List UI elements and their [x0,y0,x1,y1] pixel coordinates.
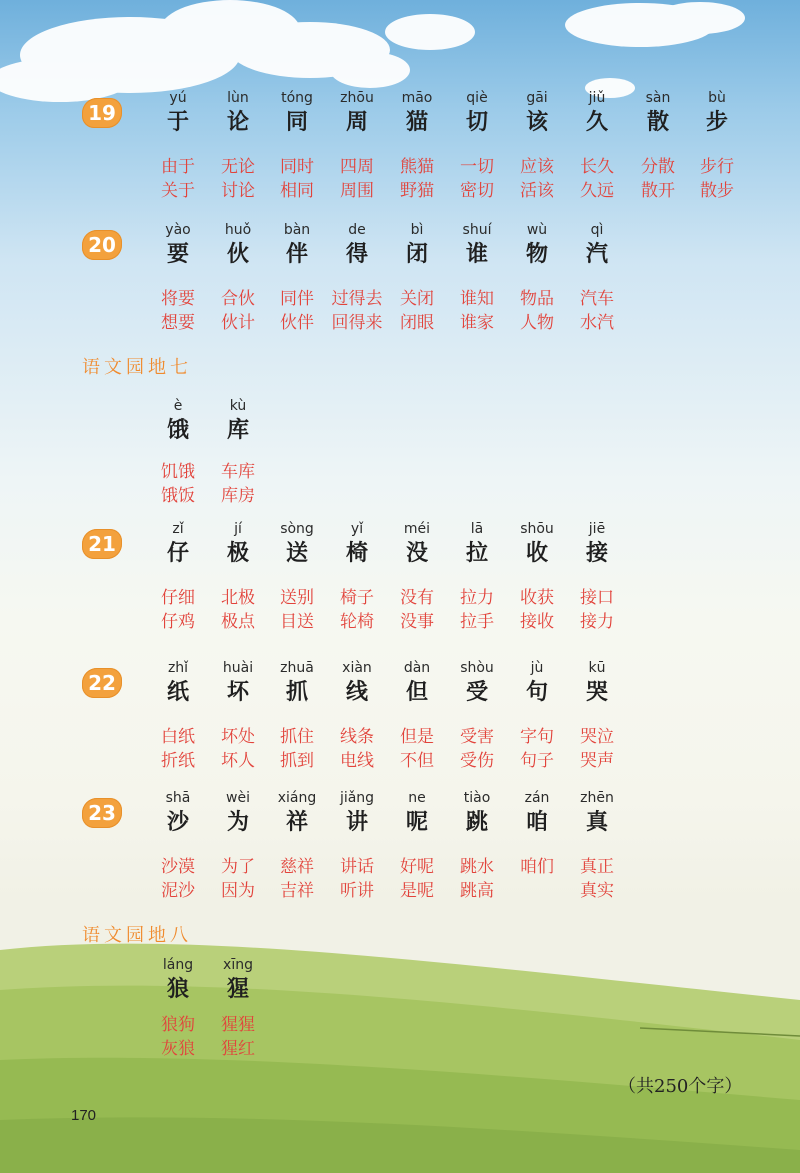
example-word: 但是 [400,727,434,747]
example-words [562,855,632,903]
character: 咱 [525,809,548,835]
example-word: 受伤 [460,751,494,771]
example-word: 散开 [641,181,675,201]
example-word: 久远 [580,181,614,201]
pinyin: láng [162,957,194,973]
character: 坏 [226,679,249,705]
example-word: 由于 [161,157,195,177]
example-words [562,287,632,335]
pinyin: shòu [460,660,494,676]
example-word: 无论 [221,157,255,177]
example-word: 是呢 [400,881,434,901]
pinyin: bì [410,222,424,238]
example-word: 接收 [520,612,554,632]
character: 步 [705,109,728,135]
character: 拉 [465,540,488,566]
character: 散 [646,109,669,135]
example-word: 送别 [280,588,314,608]
example-word: 应该 [520,157,554,177]
page-number: 170 [71,1107,97,1124]
example-word: 字句 [520,727,554,747]
character: 沙 [166,809,189,835]
pinyin: méi [403,521,431,537]
section-heading: 语文园地七 [82,357,192,378]
example-word: 周围 [340,181,374,201]
example-word: 极点 [221,612,255,632]
pinyin: huǒ [224,222,252,238]
pinyin: qiè [466,90,488,106]
character: 呢 [405,809,428,835]
pinyin: lùn [227,90,249,106]
example-word: 密切 [460,181,494,201]
character: 论 [226,109,249,135]
example-word: 好呢 [400,857,434,877]
pinyin: zǐ [172,521,184,537]
character: 句 [525,679,548,705]
example-word: 抓到 [280,751,314,771]
example-words [562,155,632,203]
character: 讲 [345,809,368,835]
example-word: 想要 [161,313,195,333]
example-word: 轮椅 [340,612,374,632]
character: 猩 [226,976,249,1002]
example-word: 步行 [700,157,734,177]
example-word: 伙计 [221,313,255,333]
pinyin: wù [526,222,548,238]
character: 仔 [166,540,189,566]
example-word: 猩猩 [221,1015,255,1035]
pinyin: shā [165,790,191,806]
section-heading: 语文园地八 [82,925,192,946]
character: 受 [465,679,488,705]
example-word: 狼狗 [161,1015,195,1035]
example-word: 接力 [580,612,614,632]
pinyin: zhǐ [167,660,189,676]
character: 跳 [465,809,488,835]
character: 切 [465,109,488,135]
pinyin: yú [169,90,187,106]
lesson-number-badge: 19 [82,98,122,128]
character: 极 [226,540,249,566]
pinyin: zhuā [280,660,314,676]
example-word: 哭声 [580,751,614,771]
example-word: 吉祥 [280,881,314,901]
character: 真 [585,809,608,835]
lesson-number-badge: 23 [82,798,122,828]
pinyin: zán [524,790,550,806]
character: 饿 [166,417,189,443]
pinyin: shōu [520,521,554,537]
character: 纸 [166,679,189,705]
example-word: 讲话 [340,857,374,877]
example-word: 散步 [700,181,734,201]
pinyin: sàn [645,90,671,106]
pinyin: zhēn [580,790,614,806]
pinyin: tiào [463,790,491,806]
character: 狼 [166,976,189,1002]
character: 库 [226,417,249,443]
example-word: 车库 [221,462,255,482]
pinyin: kù [229,398,247,414]
example-word: 因为 [221,881,255,901]
pinyin: huài [222,660,254,676]
pinyin: xiáng [277,790,317,806]
example-word: 没事 [400,612,434,632]
example-word: 收获 [520,588,554,608]
character: 久 [585,109,608,135]
example-word: 电线 [340,751,374,771]
example-word: 泥沙 [161,881,195,901]
character: 伙 [226,241,249,267]
example-word: 接口 [580,588,614,608]
lesson-number-badge: 20 [82,230,122,260]
example-word: 将要 [161,289,195,309]
example-word: 回得来 [331,313,383,333]
example-word: 长久 [580,157,614,177]
example-word: 汽车 [580,289,614,309]
example-word: 句子 [520,751,554,771]
example-words [203,460,273,508]
pinyin: zhōu [340,90,374,106]
example-word: 跳高 [460,881,494,901]
example-word: 仔鸡 [161,612,195,632]
character: 伴 [285,241,308,267]
character: 为 [226,809,249,835]
character: 抓 [285,679,308,705]
example-word: 慈祥 [280,857,314,877]
character: 椅 [345,540,368,566]
character: 闭 [405,241,428,267]
example-word: 关闭 [400,289,434,309]
character: 送 [285,540,308,566]
pinyin: yào [165,222,191,238]
lesson-number-badge: 21 [82,529,122,559]
pinyin: jiǎng [339,790,375,806]
example-word: 真正 [580,857,614,877]
pinyin: jí [234,521,242,537]
example-word: 水汽 [580,313,614,333]
pinyin: bù [708,90,726,106]
example-word: 受害 [460,727,494,747]
character: 谁 [465,241,488,267]
example-word: 谁家 [460,313,494,333]
example-word: 野猫 [400,181,434,201]
lesson-number-badge: 22 [82,668,122,698]
character: 该 [525,109,548,135]
example-word: 活该 [520,181,554,201]
example-word: 拉手 [460,612,494,632]
character: 猫 [405,109,428,135]
pinyin: jiē [588,521,606,537]
example-word: 没有 [400,588,434,608]
pinyin: xīng [223,957,253,973]
example-words [562,725,632,773]
pinyin: ne [408,790,426,806]
character: 于 [166,109,189,135]
character: 要 [166,241,189,267]
pinyin: yǐ [350,521,364,537]
pinyin: dàn [403,660,431,676]
example-word: 线条 [340,727,374,747]
example-word: 真实 [580,881,614,901]
example-word: 灰狼 [161,1039,195,1059]
example-word: 饿饭 [161,486,195,506]
example-word: 闭眼 [400,313,434,333]
total-character-count: （共250个字） [618,1076,743,1097]
example-word: 沙漠 [161,857,195,877]
pinyin: jù [530,660,544,676]
example-word: 北极 [221,588,255,608]
example-word: 关于 [161,181,195,201]
example-word: 库房 [221,486,255,506]
character: 线 [345,679,368,705]
pinyin: tóng [281,90,313,106]
example-word: 折纸 [161,751,195,771]
example-word: 分散 [641,157,675,177]
character: 汽 [585,241,608,267]
pinyin: de [348,222,366,238]
example-word: 听讲 [340,881,374,901]
example-word: 熊猫 [400,157,434,177]
example-words [203,1013,273,1061]
pinyin: gāi [526,90,548,106]
character: 物 [525,241,548,267]
example-word: 同时 [280,157,314,177]
example-word: 哭泣 [580,727,614,747]
pinyin: lā [470,521,484,537]
pinyin: sòng [280,521,314,537]
pinyin: qì [590,222,604,238]
example-word: 饥饿 [161,462,195,482]
character: 收 [525,540,548,566]
character: 同 [285,109,308,135]
example-word: 拉力 [460,588,494,608]
example-words [562,586,632,634]
character: 祥 [285,809,308,835]
example-word: 跳水 [460,857,494,877]
example-word: 谁知 [460,289,494,309]
example-word: 猩红 [221,1039,255,1059]
pinyin: kū [588,660,606,676]
example-word: 目送 [280,612,314,632]
example-word: 物品 [520,289,554,309]
character: 得 [345,241,368,267]
example-word: 坏人 [221,751,255,771]
character: 周 [345,109,368,135]
example-words [682,155,752,203]
character: 接 [585,540,608,566]
character: 哭 [585,679,608,705]
example-word: 相同 [280,181,314,201]
example-word: 不但 [400,751,434,771]
example-word: 咱们 [520,857,554,877]
pinyin: è [173,398,183,414]
example-word: 讨论 [221,181,255,201]
pinyin: wèi [226,790,250,806]
example-word: 坏处 [221,727,255,747]
example-word: 同伴 [280,289,314,309]
example-word: 伙伴 [280,313,314,333]
character: 没 [405,540,428,566]
character: 但 [405,679,428,705]
example-word: 四周 [340,157,374,177]
example-word: 椅子 [340,588,374,608]
example-word: 合伙 [221,289,255,309]
example-word: 一切 [460,157,494,177]
example-word: 抓住 [280,727,314,747]
example-word: 过得去 [331,289,383,309]
pinyin: jiǔ [588,90,606,106]
pinyin: xiàn [342,660,372,676]
pinyin: māo [401,90,433,106]
pinyin: bàn [283,222,311,238]
pinyin: shuí [462,222,492,238]
example-word: 白纸 [161,727,195,747]
example-word: 为了 [221,857,255,877]
example-word: 仔细 [161,588,195,608]
example-word: 人物 [520,313,554,333]
